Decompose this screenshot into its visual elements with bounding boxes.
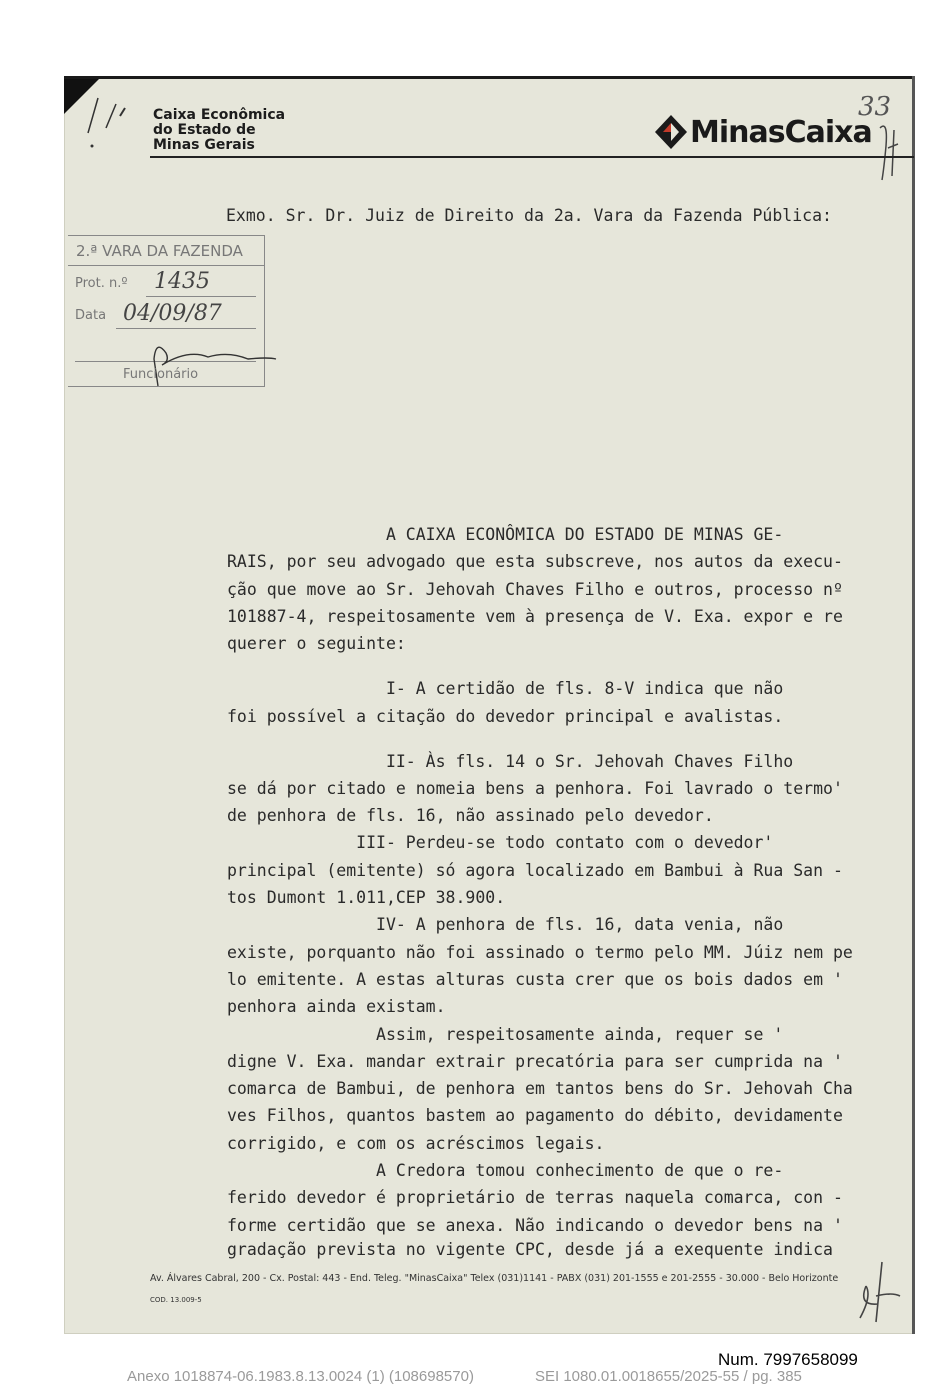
last-line: gradação prevista no vigente CPC, desde já a exequente indica	[227, 1240, 833, 1259]
org-line-1: Caixa Econômica	[153, 107, 286, 123]
body-line: principal (emitente) só agora localizado em Bambui à Rua San -	[227, 860, 843, 880]
body-line: Assim, respeitosamente ainda, requer se '	[227, 1024, 784, 1044]
body-line: RAIS, por seu advogado que esta subscreve, nos autos da execu-	[227, 552, 843, 572]
logo-text: MinasCaixa	[690, 114, 872, 150]
body-line: comarca de Bambui, de penhora em tantos bens do Sr. Jehovah Cha	[227, 1079, 853, 1099]
body-line: de penhora de fls. 16, não assinado pelo devedor.	[227, 806, 714, 826]
stamp-funcionario-label: Funcionário	[123, 367, 199, 382]
body-line: ção que move ao Sr. Jehovah Chaves Filho e outros, processo nº	[227, 579, 843, 599]
body-line: forme certidão que se anexa. Não indicando o devedor bens na '	[227, 1215, 843, 1235]
stamp-divider	[68, 265, 264, 266]
org-line-2: do Estado de	[153, 122, 256, 138]
body-line: III- Perdeu-se todo contato com o devedor'	[227, 833, 774, 853]
handwritten-marks	[70, 88, 140, 158]
sei-reference: SEI 1080.01.0018655/2025-55 / pg. 385	[535, 1368, 802, 1385]
body-line: A Credora tomou conhecimento de que o re-	[227, 1161, 784, 1181]
body-line: lo emitente. A estas alturas custa crer que os bois dados em '	[227, 969, 843, 989]
body-line: querer o seguinte:	[227, 634, 406, 654]
stamp-prot-value: 1435	[154, 269, 210, 294]
stamp-signature	[128, 331, 278, 391]
body-line: existe, porquanto não foi assinado o termo pelo MM. Júiz nem pe	[227, 942, 853, 962]
minascaixa-logo	[654, 114, 872, 150]
body-line: tos Dumont 1.011,CEP 38.900.	[227, 888, 506, 908]
annex-reference: Anexo 1018874-06.1983.8.13.0024 (1) (108698570)	[127, 1368, 474, 1385]
page-right-edge	[912, 76, 915, 1334]
body-line: se dá por citado e nomeia bens a penhora. Foi lavrado o termo'	[227, 778, 843, 798]
handwritten-initials	[852, 1256, 904, 1328]
footer-address: Av. Álvares Cabral, 200 - Cx. Postal: 443 - End. Teleg. "MinasCaixa" Telex (031)1141 - PABX (031) 201-1555 e 201-2555 - 30.000 - Belo Horizonte	[150, 1273, 839, 1284]
body-line: penhora ainda existam.	[227, 997, 446, 1017]
page-top-edge	[64, 76, 915, 79]
stamp-title: 2.ª VARA DA FAZENDA	[76, 242, 243, 260]
body-line: ferido devedor é proprietário de terras naquela comarca, con -	[227, 1188, 843, 1208]
body-line: II- Às fls. 14 o Sr. Jehovah Chaves Filho	[227, 751, 794, 771]
body-line: ves Filhos, quantos bastem ao pagamento do débito, devidamente	[227, 1106, 843, 1126]
document-number: Num. 7997658099	[718, 1350, 858, 1369]
organization-name	[153, 108, 285, 153]
org-line-3: Minas Gerais	[153, 137, 255, 153]
form-code: COD. 13.009-5	[150, 1296, 202, 1304]
stamp-data-value: 04/09/87	[123, 301, 222, 326]
stamp-prot-label: Prot. n.º	[75, 276, 128, 291]
logo-diamond-icon	[654, 114, 688, 150]
header-rule	[150, 156, 914, 158]
body-line: digne V. Exa. mandar extrair precatória para ser cumprida na '	[227, 1051, 843, 1071]
handwritten-page-number: 33	[858, 92, 892, 122]
body-line: 101887-4, respeitosamente vem à presença de V. Exa. expor e re	[227, 606, 843, 626]
body-line: foi possível a citação do devedor principal e avalistas.	[227, 706, 784, 726]
addressee-line: Exmo. Sr. Dr. Juiz de Direito da 2a. Vara da Fazenda Pública:	[226, 206, 832, 225]
stamp-data-label: Data	[75, 308, 107, 323]
stamp-data-line	[116, 328, 256, 329]
body-line: I- A certidão de fls. 8-V indica que não	[227, 679, 784, 699]
body-line: corrigido, e com os acréscimos legais.	[227, 1133, 605, 1153]
stamp-prot-line	[146, 296, 256, 297]
protocol-stamp	[68, 235, 265, 387]
body-line: IV- A penhora de fls. 16, data venia, não	[227, 915, 784, 935]
body-line: A CAIXA ECONÔMICA DO ESTADO DE MINAS GE-	[227, 525, 784, 544]
handwritten-rubric	[874, 118, 904, 188]
